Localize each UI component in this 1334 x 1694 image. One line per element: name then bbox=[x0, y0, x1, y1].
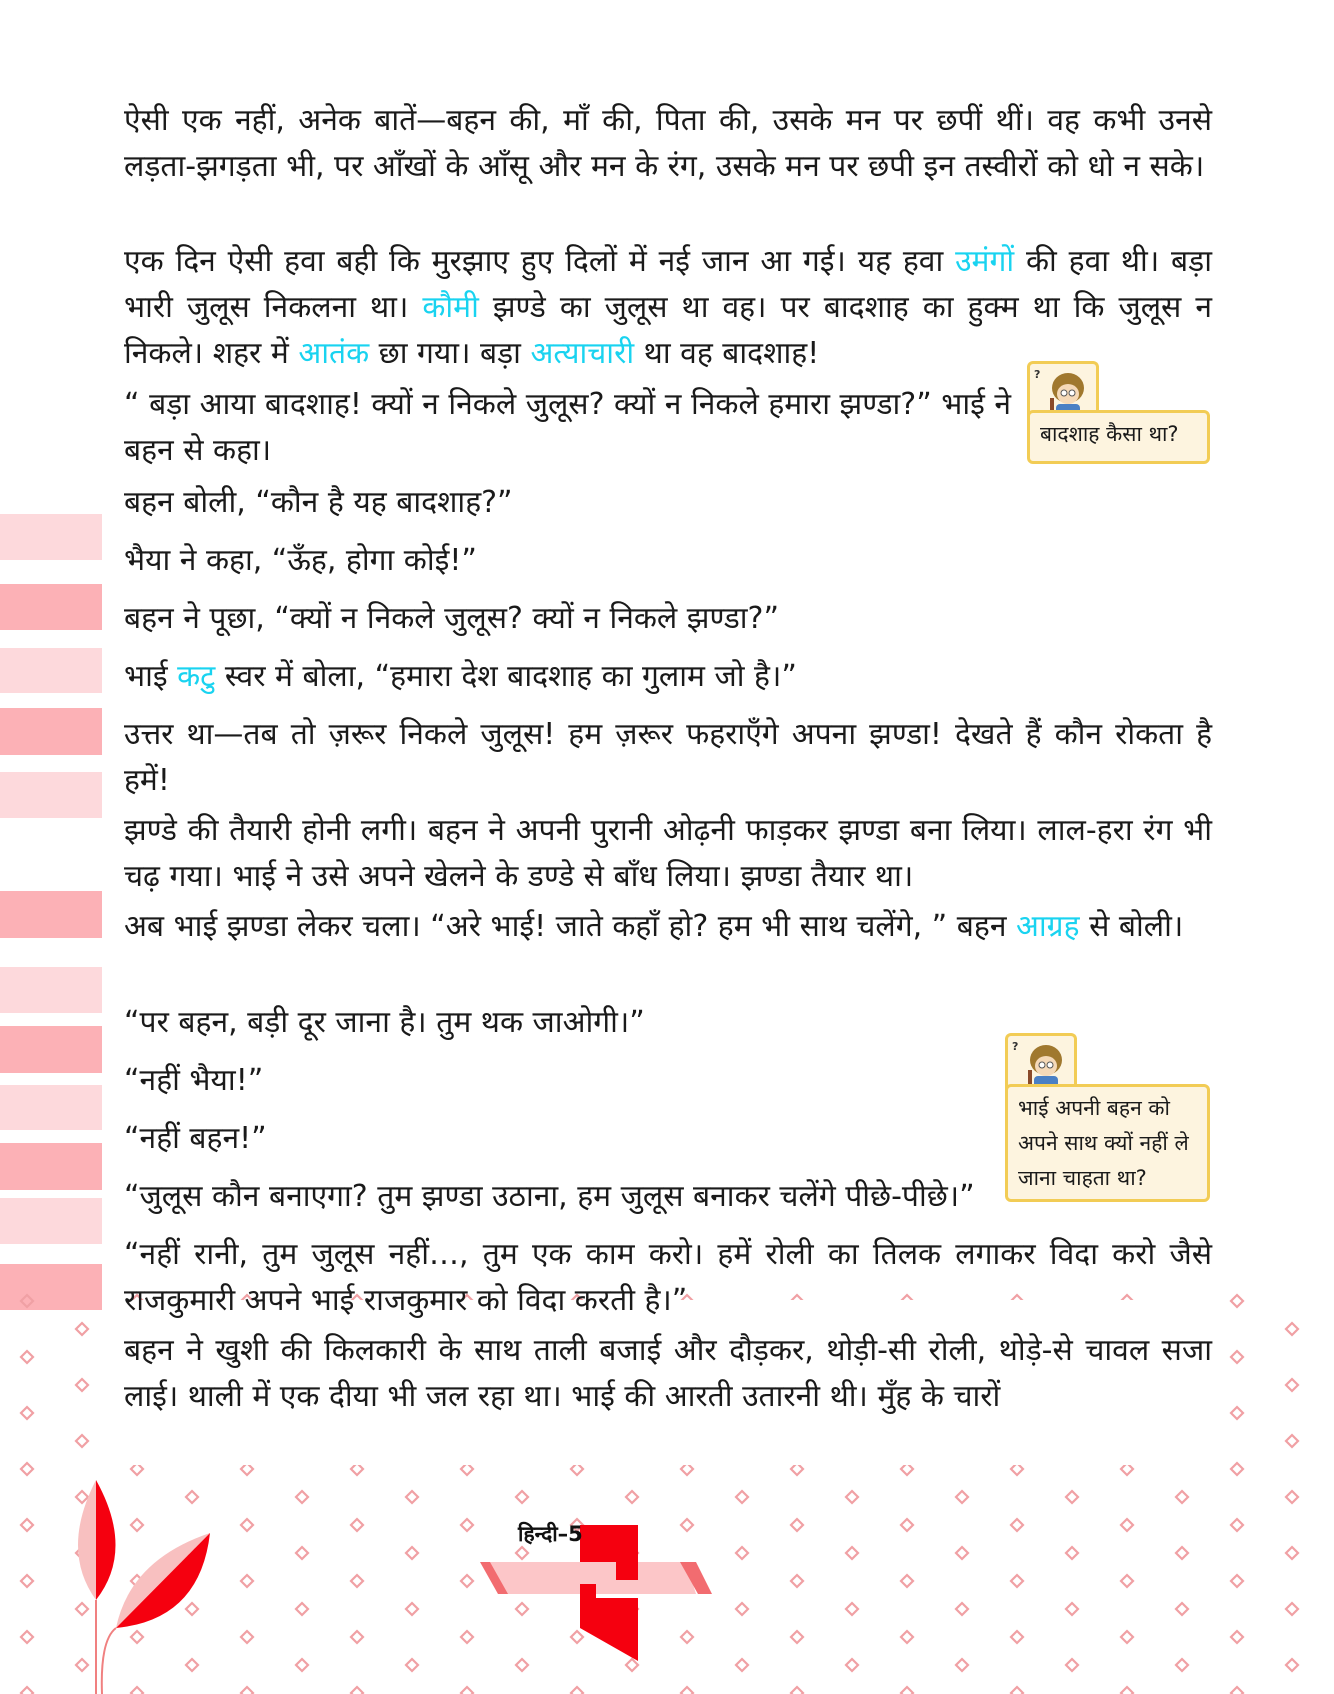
stripe bbox=[0, 772, 102, 818]
thinking-boy-icon bbox=[1030, 364, 1096, 416]
callout-question: बादशाह कैसा था? bbox=[1040, 422, 1179, 446]
stripe bbox=[0, 891, 102, 938]
paragraph: ऐसी एक नहीं, अनेक बातें—बहन की, माँ की, पिता की, उसके मन पर छपीं थीं। वह कभी उनसे लड़ता-झगड़ता भी, पर आँखों के आँसू और मन के रंग, उसके मन पर छपी इन तस्वीरों को धो न सके। bbox=[124, 103, 1212, 184]
paragraph: बहन ने खुशी की किलकारी के साथ ताली बजाई और दौड़कर, थोड़ी-सी रोली, थोड़े-से चावल सजा लाई। थाली में एक दीया भी जल रहा था। भाई की आरती उतारनी थी। मुँह के चारों bbox=[124, 1333, 1212, 1414]
stripe bbox=[0, 1198, 102, 1244]
paragraph: झण्डे की तैयारी होनी लगी। बहन ने अपनी पुरानी ओढ़नी फाड़कर झण्डा बना लिया। लाल-हरा रंग भी चढ़ गया। भाई ने उसे अपने खेलने के डण्डे से बाँध लिया। झण्डा तैयार था। bbox=[124, 813, 1212, 894]
stripe bbox=[0, 584, 102, 630]
paragraph: “जुलूस कौन बनाएगा? तुम झण्डा उठाना, हम जुलूस बनाकर चलेंगे पीछे-पीछे।” bbox=[124, 1179, 975, 1214]
paragraph: “नहीं बहन!” bbox=[124, 1121, 267, 1156]
callout-box bbox=[1027, 410, 1210, 464]
thinking-boy-icon bbox=[1008, 1036, 1074, 1090]
stripe bbox=[0, 648, 102, 693]
stripe bbox=[0, 1085, 102, 1130]
paragraph: उत्तर था—तब तो ज़रूर निकले जुलूस! हम ज़रूर फहराएँगे अपना झण्डा! देखते हैं कौन रोकता है हमें! bbox=[124, 717, 1212, 798]
callout-box bbox=[1005, 1084, 1210, 1202]
stripe bbox=[0, 1143, 102, 1190]
vocab-word[interactable]: आग्रह bbox=[1016, 909, 1080, 944]
paragraph: भैया ने कहा, “ऊँह, होगा कोई!” bbox=[124, 543, 477, 578]
stripe bbox=[0, 708, 102, 755]
paragraph: अब भाई झण्डा लेकर चला। “अरे भाई! जाते कहाँ हो? हम भी साथ चलेंगे, ” बहन आग्रह से बोली। bbox=[124, 909, 1184, 944]
paragraph: भाई कटु स्वर में बोला, “हमारा देश बादशाह का गुलाम जो है।” bbox=[124, 659, 797, 694]
stripe bbox=[0, 967, 102, 1013]
paragraph: बहन बोली, “कौन है यह बादशाह?” bbox=[124, 485, 513, 520]
page-number: 76 bbox=[648, 1516, 679, 1541]
leaf-decoration bbox=[0, 1300, 260, 1694]
subject-label: हिन्दी–5 bbox=[518, 1522, 583, 1546]
paragraph: बहन ने पूछा, “क्यों न निकले जुलूस? क्यों न निकले झण्डा?” bbox=[124, 601, 779, 636]
callout-question: भाई अपनी बहन को अपने साथ क्यों नहीं ले जाना चाहता था? bbox=[1018, 1096, 1189, 1190]
vocab-word[interactable]: अत्याचारी bbox=[530, 336, 635, 371]
vocab-word[interactable]: कटु bbox=[177, 659, 216, 694]
paragraph: “नहीं रानी, तुम जुलूस नहीं…, तुम एक काम करो। हमें रोली का तिलक लगाकर विदा करो जैसे राजकुमारी अपने भाई राजकुमार को विदा करती है।” bbox=[124, 1237, 1212, 1318]
svg-text:?: ? bbox=[1034, 368, 1041, 381]
paragraph: “नहीं भैया!” bbox=[124, 1063, 264, 1098]
stripe bbox=[0, 514, 102, 560]
paragraph: “ बड़ा आया बादशाह! क्यों न निकले जुलूस? क्यों न निकले हमारा झण्डा?” भाई ने बहन से कहा। bbox=[124, 387, 1012, 468]
svg-text:?: ? bbox=[1012, 1040, 1019, 1053]
thinking-boy-image bbox=[1027, 361, 1099, 416]
paragraph: एक दिन ऐसी हवा बही कि मुरझाए हुए दिलों में नई जान आ गई। यह हवा उमंगों की हवा थी। बड़ा भारी जुलूस निकलना था। कौमी झण्डे का जुलूस था वह। पर बादशाह का हुक्म था कि जुलूस न निकले। शहर में आतंक छा गया। बड़ा अत्याचारी था वह बादशाह! bbox=[124, 244, 1212, 371]
stripe bbox=[0, 1026, 102, 1073]
vocab-word[interactable]: उमंगों bbox=[955, 244, 1015, 279]
paragraph: “पर बहन, बड़ी दूर जाना है। तुम थक जाओगी।” bbox=[124, 1005, 645, 1040]
vocab-word[interactable]: कौमी bbox=[422, 290, 479, 325]
vocab-word[interactable]: आतंक bbox=[298, 336, 370, 371]
thinking-boy-image bbox=[1005, 1033, 1077, 1090]
